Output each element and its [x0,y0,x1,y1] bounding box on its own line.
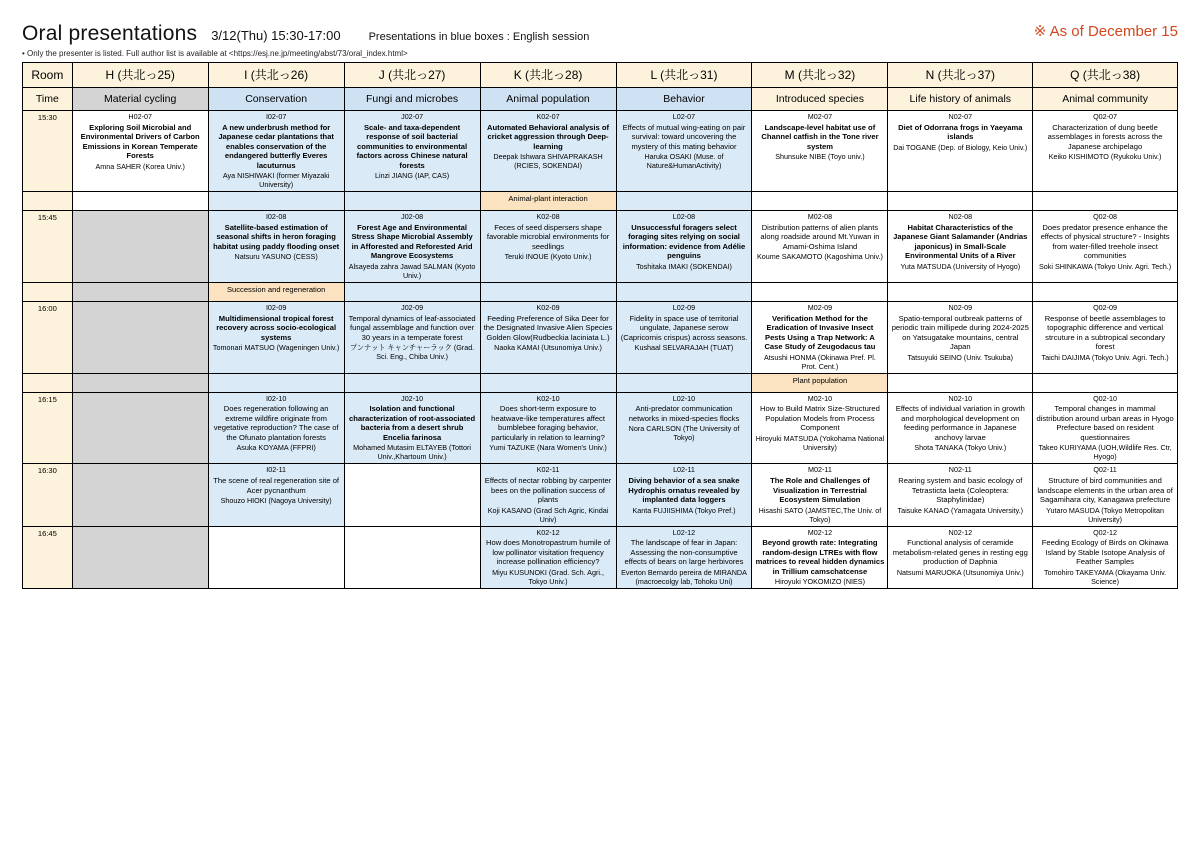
field-header-material-cycling: Material cycling [72,88,208,111]
time-cell-1645: 16:45 [23,526,73,589]
talk-cell-k-1530[interactable] [480,111,616,192]
room-header-n: N (共北っ37) [888,63,1033,88]
field-header-animal-community: Animal community [1033,88,1178,111]
banner-spacer-n [888,192,1033,211]
talk-title: The landscape of fear in Japan: Assessing the non-consumptive effects of bears on large herbivores [624,538,744,567]
banner-animal-plant-interaction: Animal-plant interaction [480,192,616,211]
talk-id: K02-11 [536,465,560,475]
room-header-l: L (共北っ31) [616,63,752,88]
talk-id: I02-11 [266,465,287,475]
schedule-row-1600 [23,301,1178,373]
talk-title: Forest Age and Environmental Stress Shape Microbial Assembly in Afforested and Reforested Arid Mangrove Ecosystems [351,222,473,261]
talk-title: Feeding Preference of Sika Deer for the Designated Invasive Alien Species Golden Glow(Rudbeckia laciniata L.) [483,313,613,342]
talk-title: Diving behavior of a sea snake Hydrophis ornatus revealed by implanted data loggers [628,476,740,505]
talk-authors: Everton Bernardo pereira de MIRANDA (macroecolgy lab, Tohoku Uni) [621,567,747,586]
talk-title: Does short-term exposure to heatwave-like temperatures affect bumblebee foraging behavior, particularly in relation to learning? [491,404,605,442]
talk-authors: Asuka KOYAMA (FFPRI) [236,443,316,453]
talk-title: Feeding Ecology of Birds on Okinawa Island by Stable Isotope Analysis of Feather Samples [1041,538,1169,567]
talk-id: K02-12 [536,527,560,537]
talk-id: Q02-08 [1093,212,1118,222]
talk-cell-l-1630[interactable] [616,464,752,526]
talk-cell-q-1630[interactable] [1033,464,1178,526]
talk-id: M02-07 [807,112,833,121]
talk-title: The Role and Challenges of Visualization in Terrestrial Ecosystem Simulation [770,476,870,505]
field-header-behavior: Behavior [616,88,752,111]
banner-succession-regeneration: Succession and regeneration [208,282,344,301]
field-header-animal-population: Animal population [480,88,616,111]
talk-id: N02-11 [948,465,972,475]
room-header-k: K (共北っ28) [480,63,616,88]
talk-id: N02-09 [948,302,973,312]
talk-cell-m-1645[interactable] [752,526,888,589]
talk-cell-q-1600[interactable] [1033,301,1178,373]
talk-authors: Soki SHINKAWA (Tokyo Univ. Agri. Tech.) [1038,261,1172,271]
talk-cell-n-1600[interactable] [888,301,1033,373]
time-cell-1615: 16:15 [23,392,73,464]
banner-spacer-q-3 [1033,373,1178,392]
talk-cell-q-1545[interactable] [1033,211,1178,283]
talk-id: J02-10 [401,393,424,403]
talk-authors: Koji KASANO (Grad Sch Agric, Kindai Univ) [487,505,609,524]
talk-authors: Tatsuyuki SEINO (Univ. Tsukuba) [907,352,1014,362]
banner-spacer-n-2 [888,282,1033,301]
field-header-life-history: Life history of animals [888,88,1033,111]
talk-authors: Kanta FUJIISHIMA (Tokyo Pref.) [632,505,736,515]
talk-id: Q02-09 [1093,302,1118,312]
talk-title: Unsuccessful foragers select foraging sites relying on social information: evidence from Adélie penguins [622,222,746,261]
talk-authors: Aya NISHIWAKI (former Miyazaki University) [222,171,330,190]
talk-title: Spatio-temporal outbreak patterns of periodic train millipede during 2024-2025 on Yatsugatake mountains, central Japan [891,313,1029,352]
schedule-table [22,62,1178,589]
talk-authors: Naoka KAMAI (Utsunomiya Univ.) [494,343,602,353]
talk-id: L02-12 [672,527,696,537]
talk-cell-l-1645[interactable] [616,526,752,589]
talk-title: Does regeneration following an extreme wildfire originate from vegetative reproduction? The case of the Ofunato plantation forests [213,404,339,442]
talk-authors: Natsumi MARUOKA (Utsunomiya Univ.) [896,567,1024,577]
talk-title: Satellite-based estimation of seasonal shifts in heron foraging habitat using paddy flooding onset [213,222,340,251]
talk-authors: Linzi JIANG (IAP, CAS) [375,171,450,181]
talk-title: Scale- and taxa-dependent response of soil bacterial communities to environmental factors across Chinese natural forests [356,122,468,170]
talk-cell-n-1645[interactable] [888,526,1033,589]
talk-id: N02-08 [948,212,973,222]
talk-cell-l-1545[interactable] [616,211,752,283]
time-cell-spacer-1 [23,192,73,211]
talk-cell-h-1615 [72,392,208,464]
talk-authors: Tomonari MATSUO (Wageningen Univ.) [212,343,340,353]
talk-authors: Taichi DAIJIMA (Tokyo Univ. Agri. Tech.) [1041,352,1169,362]
talk-title: Does predator presence enhance the effects of physical structure? - Insights from water-filled treehole insect communities [1040,222,1170,261]
talk-title: Functional analysis of ceramide metabolism-related genes in resting egg production of Daphnia [892,538,1028,567]
talk-title: Anti-predator communication networks in mixed-species flocks [628,404,740,423]
talk-authors: Dai TOGANE (Dep. of Biology, Keio Univ.) [893,142,1028,152]
talk-id: K02-10 [536,393,560,403]
talk-cell-q-1615[interactable] [1033,392,1178,464]
talk-authors: Atsushi HONMA (Okinawa Pref. Pl. Prot. Cent.) [764,352,876,371]
banner-plant-population: Plant population [752,373,888,392]
banner-spacer-m-2 [752,282,888,301]
banner-spacer-j-3 [344,373,480,392]
talk-cell-i-1645 [208,526,344,589]
talk-authors: Koume SAKAMOTO (Kagoshima Univ.) [756,252,883,262]
talk-id: I02-07 [265,112,287,121]
banner-spacer-l [616,192,752,211]
talk-authors: Teruki INOUE (Kyoto Univ.) [504,252,592,262]
talk-authors: Amna SAHER (Korea Univ.) [95,161,185,171]
room-header-j: J (共北っ27) [344,63,480,88]
time-cell-spacer-2 [23,282,73,301]
talk-authors: Takeo KURIYAMA (UOH,Wildlife Res. Ctr, Hyogo) [1038,443,1172,462]
talk-id: K02-09 [536,302,560,312]
talk-id: L02-08 [672,212,696,222]
room-label-cell: Room [23,63,73,88]
talk-cell-n-1615[interactable] [888,392,1033,464]
talk-authors: Tomohiro TAKEYAMA (Okayama Univ. Science) [1044,567,1167,586]
talk-title: Habitat Characteristics of the Japanese Giant Salamander (Andrias japonicus) in Small-Scale Environmental Units of a River [893,222,1028,261]
banner-row-plant-population [23,373,1178,392]
talk-cell-i-1615[interactable] [208,392,344,464]
talk-title: Multidimensional tropical forest recovery across socio-ecological systems [216,313,337,342]
banner-spacer-h-2 [72,282,208,301]
talk-id: M02-09 [807,302,833,312]
talk-title: How does Monotropastrum humile of low pollinator visitation frequency increase pollination efficiency? [485,538,611,567]
banner-spacer-h-3 [72,373,208,392]
talk-id: J02-08 [401,212,424,222]
schedule-row-1545 [23,211,1178,283]
talk-id: M02-10 [807,393,833,403]
talk-cell-j-1545[interactable] [344,211,480,283]
talk-authors: Shouzo HIOKI (Nagoya University) [220,496,332,506]
banner-spacer-i-3 [208,373,344,392]
talk-cell-i-1600[interactable] [208,301,344,373]
talk-id: J02-09 [401,302,424,312]
talk-id: M02-12 [807,527,833,537]
talk-authors: Keiko KISHIMOTO (Ryukoku Univ.) [1048,152,1162,162]
banner-spacer-l-2 [616,282,752,301]
talk-cell-m-1545[interactable] [752,211,888,283]
talk-id: M02-11 [808,465,832,475]
talk-title: Isolation and functional characterization of root-associated bacteria from a desert shrub Encelia farinosa [348,404,476,442]
banner-spacer-m [752,192,888,211]
time-cell-1600: 16:00 [23,301,73,373]
schedule-row-1630 [23,464,1178,526]
session-datetime: 3/12(Thu) 15:30-17:00 [211,28,341,43]
field-header-introduced-species: Introduced species [752,88,888,111]
talk-authors: Yuta MATSUDA (University of Hyogo) [900,261,1021,271]
talk-authors: プンナット キャンチャーラック (Grad. Sci. Eng., Chiba Univ.) [349,343,475,362]
talk-id: H02-07 [128,112,152,121]
banner-spacer-i [208,192,344,211]
talk-title: Effects of individual variation in growth and morphological development on feeding performance in Japanese anchovy larvae [895,404,1025,442]
talk-cell-k-1615[interactable] [480,392,616,464]
banner-spacer-k-2 [480,282,616,301]
talk-id: L02-10 [672,393,696,403]
talk-cell-j-1615[interactable] [344,392,480,464]
talk-authors: Toshitaka IMAKI (SOKENDAI) [636,261,732,271]
talk-cell-k-1645[interactable] [480,526,616,589]
talk-authors: Hiroyuki MATSUDA (Yokohama National University) [755,433,885,452]
talk-id: Q02-10 [1093,393,1118,403]
room-header-h: H (共北っ25) [72,63,208,88]
time-cell-spacer-3 [23,373,73,392]
talk-id: L02-09 [672,302,696,312]
talk-cell-i-1530[interactable] [208,111,344,192]
talk-cell-j-1645 [344,526,480,589]
talk-cell-h-1530[interactable] [72,111,208,192]
talk-title: Response of beetle assemblages to topographic difference and vertical strcuture in a subtropical secondary forest [1044,313,1166,352]
talk-cell-l-1615[interactable] [616,392,752,464]
talk-id: N02-07 [948,112,973,121]
schedule-row-1615 [23,392,1178,464]
talk-title: Automated Behavioral analysis of cricket aggression through Deep-learning [487,122,610,151]
talk-title: Landscape-level habitat use of Channel catfish in the Tone river system [761,122,879,151]
banner-row-succession [23,282,1178,301]
schedule-row-1530 [23,111,1178,192]
talk-title: Distribution patterns of alien plants along roadside around Mt.Yuwan in Amami-Oshima Island [760,222,880,251]
talk-cell-n-1630[interactable] [888,464,1033,526]
talk-authors: Mohamed Mutasim ELTAYEB (Tottori Univ.,Khartoum Univ.) [353,443,471,462]
as-of-date: ※ As of December 15 [1033,23,1178,40]
talk-id: Q02-12 [1093,527,1118,537]
talk-cell-m-1630[interactable] [752,464,888,526]
talk-cell-m-1530[interactable] [752,111,888,192]
talk-id: J02-07 [401,112,424,121]
time-cell-1545: 15:45 [23,211,73,283]
talk-id: N02-12 [948,527,973,537]
talk-title: Diet of Odorrana frogs in Yaeyama islands [898,122,1023,142]
talk-title: Exploring Soil Microbial and Environmental Drivers of Carbon Emissions in Korean Temperate Forests [80,122,200,161]
banner-spacer-h [72,192,208,211]
talk-authors: Natsuru YASUNO (CESS) [234,252,318,262]
talk-authors: Hisashi SATO (JAMSTEC,The Univ. of Tokyo) [758,505,882,524]
talk-cell-k-1545[interactable] [480,211,616,283]
talk-id: L02-11 [673,465,695,475]
talk-authors: Deepak Ishwara SHIVAPRAKASH (RCIES, SOKENDAI) [493,152,603,171]
talk-title: Feces of seed dispersers shape favorable microbial environments for seedlings [486,222,610,251]
talk-cell-h-1630 [72,464,208,526]
talk-title: Effects of mutual wing-eating on pair survival: toward uncovering the mystery of this mating behavior [622,122,746,151]
room-header-q: Q (共北っ38) [1033,63,1178,88]
talk-title: The scene of real regeneration site of Acer pycnanthum [213,476,340,495]
field-header-fungi-microbes: Fungi and microbes [344,88,480,111]
talk-cell-m-1615[interactable] [752,392,888,464]
field-header-conservation: Conservation [208,88,344,111]
talk-cell-q-1530[interactable] [1033,111,1178,192]
talk-cell-h-1600 [72,301,208,373]
talk-title: Beyond growth rate: Integrating random-design LTREs with flow matrices to reveal hidden dynamics in Trillium camschatcense [755,538,885,576]
talk-cell-j-1600[interactable] [344,301,480,373]
talk-cell-q-1645[interactable] [1033,526,1178,589]
time-cell-1630: 16:30 [23,464,73,526]
room-header-m: M (共北っ32) [752,63,888,88]
talk-id: M02-08 [807,212,833,222]
talk-cell-n-1545[interactable] [888,211,1033,283]
talk-authors: Nora CARLSON (The University of Tokyo) [628,424,740,443]
banner-spacer-l-3 [616,373,752,392]
talk-title: Fidelity in space use of territorial ungulate, Japanese serow (Capricornis crispus) across seasons. [620,313,748,342]
talk-id: K02-07 [536,112,560,121]
talk-authors: Shunsuke NIBE (Toyo univ.) [775,152,865,162]
talk-authors: Yutaro MASUDA (Tokyo Metropolitan University) [1046,505,1164,524]
talk-cell-k-1600[interactable] [480,301,616,373]
talk-title: Verification Method for the Eradication of Invasive Insect Pests Using a Trap Network: A Case Study of Zeugodacus tau [764,313,876,352]
footnote-presenter-list: • Only the presenter is listed. Full author list is available at <https://esj.ne.jp/meeting/abst/73/oral_index.html> [22,49,408,58]
banner-spacer-j [344,192,480,211]
talk-authors: Kushaal SELVARAJAH (TUAT) [634,343,734,353]
talk-cell-h-1645 [72,526,208,589]
talk-cell-l-1530[interactable] [616,111,752,192]
room-header-i: I (共北っ26) [208,63,344,88]
time-cell-1530: 15:30 [23,111,73,192]
talk-id: I02-08 [265,212,287,222]
talk-id: I02-09 [265,302,287,312]
talk-title: Effects of nectar robbing by carpenter bees on the pollination success of plants [484,476,612,505]
talk-id: N02-10 [948,393,973,403]
session-legend-note: Presentations in blue boxes : English session [368,31,590,43]
talk-id: L02-07 [672,112,696,121]
banner-row-animal-plant [23,192,1178,211]
room-header-row [23,63,1178,88]
banner-spacer-j-2 [344,282,480,301]
talk-cell-h-1545 [72,211,208,283]
talk-authors: Miyu KUSUNOKI (Grad. Sch. Agri., Tokyo Univ.) [492,567,604,586]
talk-title: Temporal changes in mammal distribution around urban areas in Hyogo Prefecture based on resident questionnaires [1036,404,1174,442]
talk-cell-i-1630[interactable] [208,464,344,526]
talk-cell-j-1530[interactable] [344,111,480,192]
talk-title: Temporal dynamics of leaf-associated fungal assemblage and function over 30 years in a temperate forest [348,313,476,342]
talk-authors: Taisuke KANAO (Yamagata University.) [897,505,1024,515]
banner-spacer-n-3 [888,373,1033,392]
talk-cell-m-1600[interactable] [752,301,888,373]
talk-authors: Alsayeda zahra Jawad SALMAN (Kyoto Univ.) [348,261,476,280]
talk-id: Q02-07 [1093,112,1118,121]
talk-authors: Haruka OSAKI (Muse. of Nature&HumanActivity) [644,152,724,171]
schedule-row-1645 [23,526,1178,589]
talk-authors: Shota TANAKA (Tokyo Univ.) [914,443,1007,453]
page-header [22,22,1178,46]
talk-authors: Yumi TAZUKE (Nara Women's Univ.) [489,443,607,453]
talk-id: Q02-11 [1093,465,1117,475]
talk-cell-k-1630[interactable] [480,464,616,526]
talk-id: K02-08 [536,212,560,222]
banner-spacer-q-2 [1033,282,1178,301]
talk-title: How to Build Matrix Size-Structured Population Models from Process Component [760,404,880,433]
talk-title: A new underbrush method for Japanese cedar plantations that enables conservation of the endangered butterfly Everes lacuturnus [218,122,334,170]
talk-cell-n-1530[interactable] [888,111,1033,192]
talk-title: Characterization of dung beetle assemblages in forests across the Japanese archipelago [1047,122,1163,151]
talk-cell-j-1630 [344,464,480,526]
talk-cell-i-1545[interactable] [208,211,344,283]
talk-authors: Hiroyuki YOKOMIZO (NIES) [774,577,865,587]
time-label-cell: Time [23,88,73,111]
page-title: Oral presentations [22,22,198,45]
talk-id: I02-10 [265,393,287,403]
banner-spacer-k-3 [480,373,616,392]
talk-title: Structure of bird communities and landscape elements in the urban area of Sagamihara city, Kanagawa prefecture [1037,476,1173,505]
banner-spacer-q [1033,192,1178,211]
field-header-row [23,88,1178,111]
talk-title: Rearing system and basic ecology of Tetrasticta laeta (Coleoptera: Staphylinidae) [898,476,1023,505]
talk-cell-l-1600[interactable] [616,301,752,373]
